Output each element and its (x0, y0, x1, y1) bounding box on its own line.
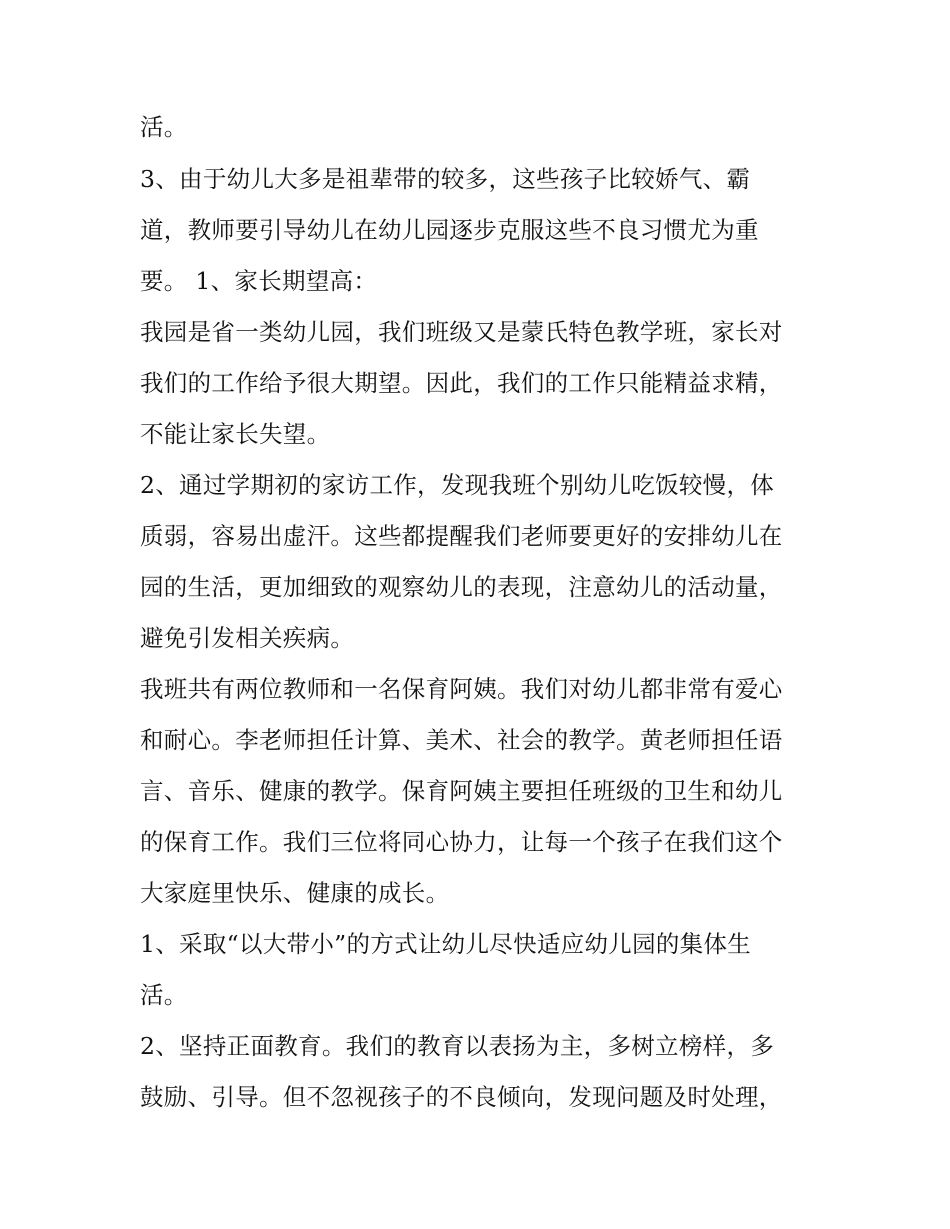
text-line: 我园是省一类幼儿园，我们班级又是蒙氏特色教学班，家长对 (140, 318, 783, 346)
text-line: 大家庭里快乐、健康的成长。 (140, 879, 450, 907)
text-line: 鼓励、引导。但不忽视孩子的不良倾向，发现问题及时处理， (140, 1083, 783, 1111)
text-line: 我班共有两位教师和一名保育阿姨。我们对幼儿都非常有爱心 (140, 675, 783, 703)
text-line: 活。 (140, 113, 188, 141)
text-line: 的保育工作。我们三位将同心协力，让每一个孩子在我们这个 (140, 828, 783, 856)
text-line: 2、通过学期初的家访工作，发现我班个别幼儿吃饭较慢，体 (140, 471, 775, 499)
text-line: 避免引发相关疾病。 (140, 624, 355, 652)
text-line: 我们的工作给予很大期望。因此，我们的工作只能精益求精， (140, 369, 783, 397)
text-line: 1、采取“以大带小”的方式让幼儿尽快适应幼儿园的集体生 (140, 930, 752, 958)
text-line: 3、由于幼儿大多是祖辈带的较多，这些孩子比较娇气、霸 (140, 165, 751, 193)
text-line: 园的生活，更加细致的观察幼儿的表现，注意幼儿的活动量， (140, 573, 783, 601)
text-line: 质弱，容易出虚汗。这些都提醒我们老师要更好的安排幼儿在 (140, 522, 783, 550)
text-line: 要。 1、家长期望高： (140, 267, 378, 295)
text-line: 言、音乐、健康的教学。保育阿姨主要担任班级的卫生和幼儿 (140, 777, 783, 805)
text-line: 道，教师要引导幼儿在幼儿园逐步克服这些不良习惯尤为重 (140, 216, 759, 244)
text-line: 不能让家长失望。 (140, 420, 331, 448)
text-line: 2、坚持正面教育。我们的教育以表扬为主，多树立榜样，多 (140, 1032, 775, 1060)
text-line: 和耐心。李老师担任计算、美术、社会的教学。黄老师担任语 (140, 726, 783, 754)
text-line: 活。 (140, 981, 188, 1009)
